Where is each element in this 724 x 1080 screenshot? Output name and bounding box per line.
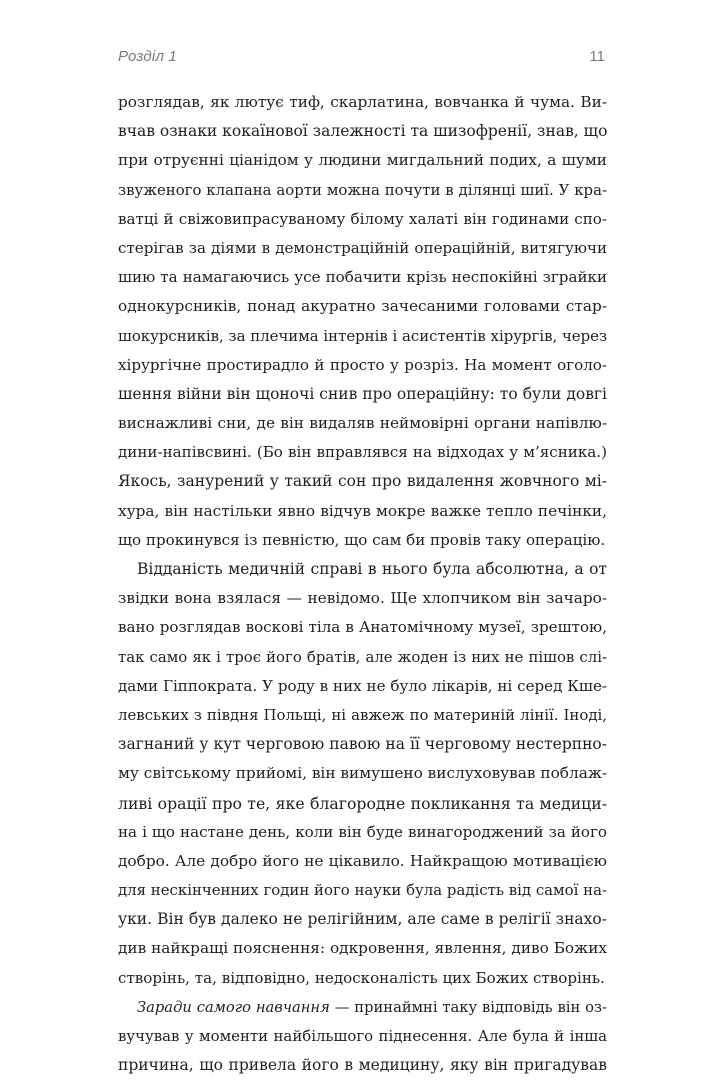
text-line: ватці й свіжовипрасуваному білому халаті він годинами спо- (118, 209, 607, 228)
text-line: вано розглядав воскові тіла в Анатомічному музеї, зрештою, (118, 618, 607, 637)
text-line: див найкращі пояснення: одкровення, явлення, диво Божих (118, 939, 608, 958)
text-line (118, 993, 607, 1022)
text-line: дами Гіппократа. У роду в них не було лікарів, ні серед Кше- (118, 676, 607, 695)
text-line: добро. Але добро його не цікавило. Найкращою мотивацією (118, 851, 607, 870)
chapter-label: Розділ 1 (118, 48, 178, 65)
text-line: шокурсників, за плечима інтернів і асистентів хірургів, через (118, 326, 608, 345)
text-line: шення війни він щоночі снив про операційну: то були довгі (118, 384, 607, 403)
page-number: 11 (589, 48, 605, 65)
text-line: розглядав, як лютує тиф, скарлатина, вовчанка й чума. Ви- (118, 93, 607, 111)
text-line: що прокинувся із певністю, що сам би провів таку операцію. (118, 530, 606, 549)
text-line: Якось, занурений у такий сон про видалення жовчного мі- (118, 472, 607, 491)
text-line: левських з півдня Польщі, ні авжеж по материній лінії. Іноді, (118, 705, 607, 724)
text-line: Відданість медичній справі в нього була абсолютна, а от (137, 560, 607, 578)
text-line: хура, він настільки явно відчув мокре важке тепло печінки, (118, 501, 607, 520)
text-line: причина, що привела його в медицину, яку він пригадував (118, 1056, 607, 1075)
text-line: виснажливі сни, де він видаляв неймовірні органи напівлю- (118, 414, 607, 433)
body-text (118, 88, 607, 1080)
text-line: хірургічне простирадло й просто у розріз. На момент оголо- (118, 355, 607, 374)
text-line: загнаний у кут черговою павою на її черговому нестерпно- (118, 735, 607, 754)
text-line: так само як і троє його братів, але жоден із них не пішов слі- (118, 647, 607, 666)
text-line: шию та намагаючись усе побачити крізь неспокійні зграйки (118, 268, 607, 287)
text-line: уки. Він був далеко не релігійним, але саме в релігії знахо- (118, 910, 607, 929)
running-head (118, 48, 607, 72)
text-line: вучував у моменти найбільшого піднесення. Але була й інша (118, 1027, 607, 1045)
text-line: на і що настане день, коли він буде винагороджений за його (118, 822, 607, 841)
text-line: дини-напівсвині. (Бо він вправлявся на відходах у м’ясника.) (118, 443, 607, 462)
text-line: звуженого клапана аорти можна почути в ділянці шиї. У кра- (118, 180, 607, 199)
text-line: для нескінченних годин його науки була радість від самої на- (118, 881, 607, 900)
text-line: вчав ознаки кокаїнової залежності та шизофренії, знав, що (118, 122, 608, 141)
text-line: однокурсників, понад акуратно зачесаними головами стар- (118, 297, 607, 316)
text-line: звідки вона взялася — невідомо. Ще хлопчиком він зачаро- (118, 589, 607, 608)
text-line: стерігав за діями в демонстраційній операційній, витягуючи (118, 238, 607, 257)
text-line: му світському прийомі, він вимушено вислуховував поблаж- (118, 764, 608, 783)
text-line-rest: — принаймні таку відповідь він оз- (334, 998, 607, 1016)
text-line: при отруєнні ціанідом у людини мигдальний подих, а шуми (118, 151, 607, 170)
text-line: створінь, та, відповідно, недосконалість цих Божих створінь. (118, 968, 605, 987)
italic-lead: Заради самого навчання (137, 998, 330, 1016)
text-line: ливі орації про те, яке благородне покликання та медици- (118, 793, 607, 813)
